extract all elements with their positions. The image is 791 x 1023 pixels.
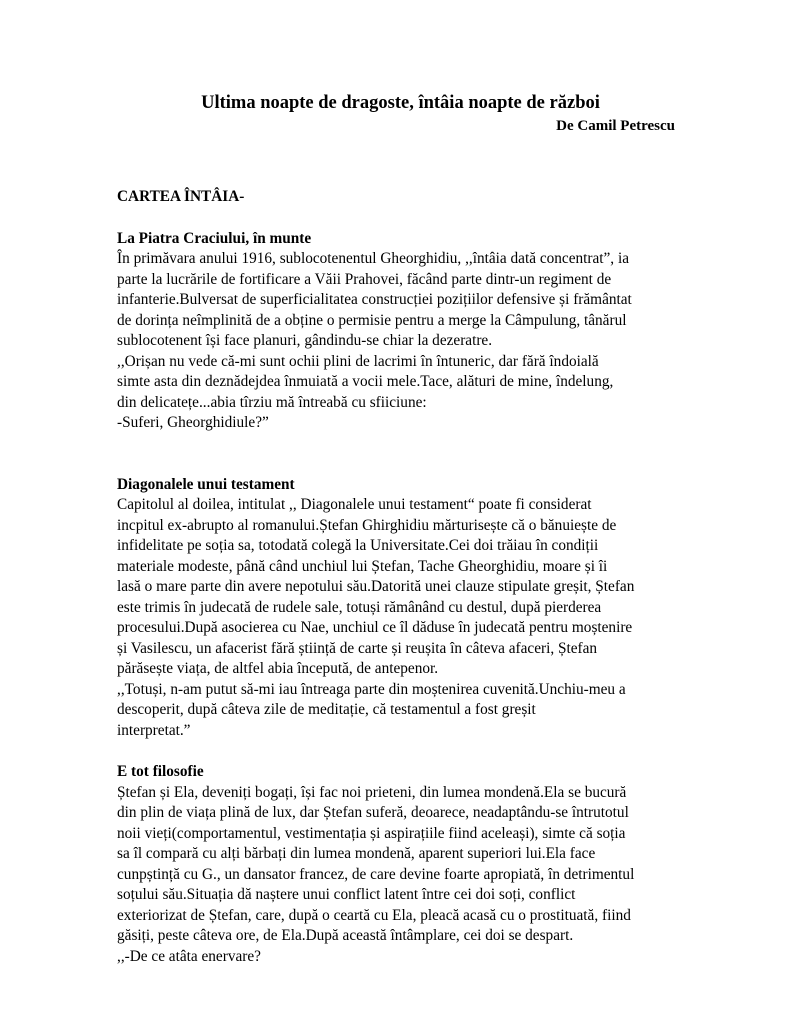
section-la-piatra-craciului (117, 229, 677, 434)
paragraph-line: noii vieți(comportamentul, vestimentația și aspirațiile fiind aceleași), simte că soția (117, 824, 626, 842)
quote-line: descoperit, după câteva zile de meditație, că testamentul a fost greșit (117, 701, 536, 718)
paragraph-line: găsiți, peste câteva ore, de Ela.După această întâmplare, cei doi se despart. (117, 927, 574, 944)
paragraph-line: parte la lucrările de fortificare a Văii Prahovei, făcând parte dintr-un regiment de (117, 270, 612, 288)
paragraph-line: lasă o mare parte din avere nepotului său.Datorită unei clauze stipulate greșit, Ștefan (117, 578, 635, 595)
quote-line: ,,-De ce atâta enervare? (117, 947, 261, 965)
paragraph-line: materiale modeste, până când unchiul lui Ștefan, Tache Gheorghidiu, moare și îi (117, 557, 608, 575)
paragraph-line: infidelitate pe soția sa, totodată colegă la Universitate.Cei doi trăiau în condiții (117, 537, 599, 554)
section-heading: La Piatra Craciului, în munte (117, 229, 312, 247)
paragraph-line: infanterie.Bulversat de superficialitatea construcției pozițiilor defensive și frământat (117, 291, 632, 308)
paragraph-line: de dorința neîmplinită de a obține o permisie pentru a merge la Câmpulung, tânărul (117, 311, 627, 329)
section-heading: Diagonalele unui testament (117, 475, 295, 493)
section-e-tot-filosofie (117, 762, 677, 967)
paragraph-line: Ștefan și Ela, deveniți bogați, își fac noi prieteni, din lumea mondenă.Ela se bucură (117, 783, 627, 801)
paragraph-line: Capitolul al doilea, intitulat ,, Diagonalele unui testament“ poate fi considerat (117, 496, 592, 513)
document-body (117, 187, 677, 967)
quote-line: ,,Orișan nu vede că-mi sunt ochii plini de lacrimi în întuneric, dar fără îndoială (117, 352, 599, 370)
spacer (117, 208, 677, 229)
spacer (117, 741, 677, 762)
paragraph-line: În primăvara anului 1916, sublocotenentul Gheorghidiu, ,,întâia dată concentrat”, ia (117, 250, 629, 267)
author-line: De Camil Petrescu (556, 118, 675, 134)
paragraph-line: sa îl compară cu alți bărbați din lumea mondenă, aparent superiori lui.Ela face (117, 845, 596, 862)
paragraph-line: este trimis în judecată de rudele sale, totuși rămânând cu destul, după pierderea (117, 598, 602, 616)
paragraph-line: sublocotenent își face planuri, gândindu-se chiar la dezeratre. (117, 332, 493, 349)
document-title: Ultima noapte de dragoste, întâia noapte de război (201, 93, 600, 113)
quote-line: simte asta din deznădejdea înmuiată a vocii mele.Tace, alături de mine, îndelung, (117, 373, 614, 390)
paragraph-line: procesului.După asocierea cu Nae, unchiul ce îl dăduse în judecată pentru moștenire (117, 619, 633, 636)
book-heading: CARTEA ÎNTÂIA- (117, 188, 245, 205)
paragraph-line: incpitul ex-abrupto al romanului.Ștefan Ghirghidiu mărturisește că o bănuiește de (117, 516, 617, 534)
quote-line: interpretat.” (117, 721, 191, 739)
spacer (117, 434, 677, 475)
quote-line: ,,Totuși, n-am putut să-mi iau întreaga parte din moștenirea cuvenită.Unchiu-meu a (117, 680, 626, 698)
paragraph-line: părăsește viața, de altfel abia începută, de antepenor. (117, 660, 439, 677)
section-diagonalele-unui-testament (117, 475, 677, 742)
quote-line: din delicatețe...abia tîrziu mă întreabă cu sfiiciune: (117, 393, 427, 411)
paragraph-line: și Vasilescu, un afacerist fără știință de carte și reușita în câteva afaceri, Ștefan (117, 639, 598, 657)
paragraph-line: cunpștință cu G., un dansator francez, de care devine foarte apropiată, în detrimentul (117, 865, 635, 883)
quote-line: -Suferi, Gheorghidiule?” (117, 414, 269, 431)
paragraph-line: exteriorizat de Ștefan, care, după o ceartă cu Ela, pleacă acasă cu o prostituată, fiind (117, 906, 631, 924)
paragraph-line: din plin de viața plină de lux, dar Ștefan suferă, deoarece, neadaptându-se întrutotul (117, 804, 629, 821)
paragraph-line: soțului său.Situația dă naștere unui conflict latent între cei doi soți, conflict (117, 886, 576, 903)
section-heading: E tot filosofie (117, 763, 204, 780)
